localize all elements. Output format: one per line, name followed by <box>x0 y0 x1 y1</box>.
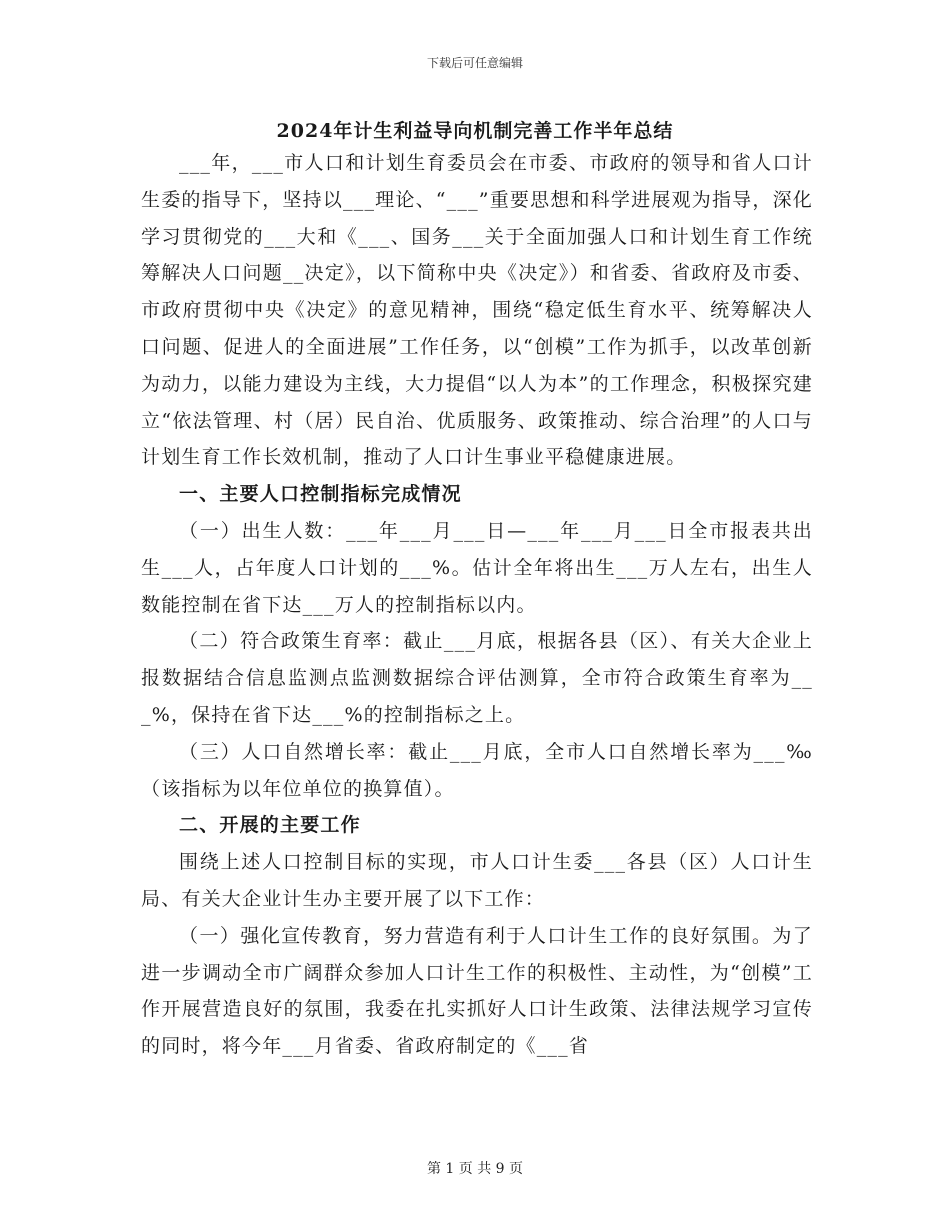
paragraph-policy-fertility-rate: （二）符合政策生育率：截止___月底，根据各县（区）、有关大企业上报数据结合信息监测点监测数据综合评估测算，全市符合政策生育率为___%，保持在省下达___%的控制指标之上。 <box>141 630 813 726</box>
document-title: 2024年计生利益导向机制完善工作半年总结 <box>276 120 674 142</box>
page-number-footer: 第 1 页 共 9 页 <box>426 1161 524 1177</box>
section-heading-2: 二、开展的主要工作 <box>179 814 361 837</box>
document-body <box>141 145 813 1065</box>
paragraph-work-intro: 围绕上述人口控制目标的实现，市人口计生委___各县（区）人口计生局、有关大企业计生办主要开展了以下工作： <box>141 851 813 910</box>
paragraph-publicity-education: （一）强化宣传教育，努力营造有利于人口计生工作的良好氛围。为了进一步调动全市广阔群众参加人口计生工作的积极性、主动性，为“创模”工作开展营造良好的氛围，我委在扎实抓好人口计生政策、法律法规学习宣传的同时，将今年___月省委、省政府制定的《___省 <box>141 924 813 1058</box>
paragraph-birth-count: （一）出生人数：___年___月___日—___年___月___日全市报表共出生___人，占年度人口计划的___%。估计全年将出生___万人左右，出生人数能控制在省下达___万人的控制指标以内。 <box>141 519 813 616</box>
paragraph-natural-growth-rate: （三）人口自然增长率：截止___月底，全市人口自然增长率为___‰（该指标为以年位单位的换算值）。 <box>141 740 813 800</box>
page-header-note: 下载后可任意编辑 <box>426 56 523 70</box>
section-heading-1: 一、主要人口控制指标完成情况 <box>179 483 462 506</box>
intro-paragraph: ___年，___市人口和计划生育委员会在市委、市政府的领导和省人口计生委的指导下，坚持以___理论、“___”重要思想和科学进展观为指导，深化学习贯彻党的___大和《___、国务___关于全面加强人口和计划生育工作统筹解决人口问题__决定》，以下简称中央《决定》）和省委、省政府及市委、市政府贯彻中央《决定》的意见精神，围绕“稳定低生育水平、统筹解决人口问题、促进人的全面进展”工作任务，以“创模”工作为抓手，以改革创新为动力，以能力建设为主线，大力提倡“以人为本”的工作理念，积极探究建立“依法管理、村（居）民自治、优质服务、政策推动、综合治理”的人口与计划生育工作长效机制，推动了人口计生事业平稳健康进展。 <box>141 152 813 469</box>
